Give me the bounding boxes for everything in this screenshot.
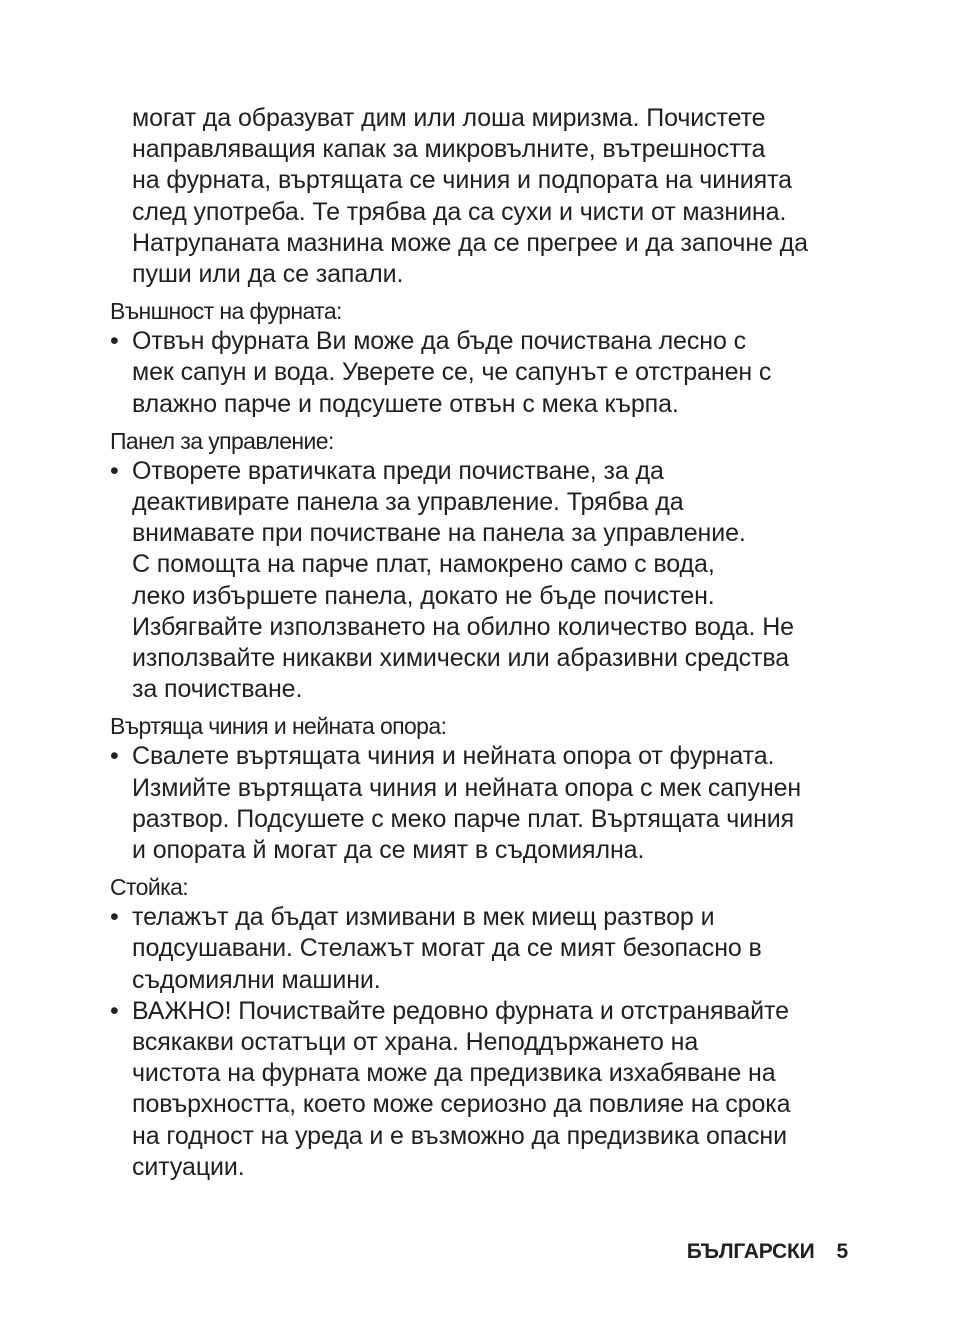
exterior-bullet-item: [110, 326, 870, 420]
intro-paragraph: [110, 103, 870, 290]
text-line: телажът да бъдат измивани в мек миещ разтвор и: [132, 903, 715, 932]
text-line: направляващия капак за микровълните, вътрешността: [132, 135, 766, 164]
exterior-heading: Външност на фурната:: [110, 298, 342, 325]
text-line: влажно парче и подсушете отвън с мека кърпа.: [132, 389, 679, 418]
text-line: на фурната, въртящата се чиния и подпората на чинията: [132, 166, 792, 195]
control-panel-section: [110, 426, 870, 706]
rack-heading: Стойка:: [110, 874, 189, 901]
text-line: Отвън фурната Ви може да бъде почиствана лесно с: [132, 327, 747, 356]
text-line: мек сапун и вода. Уверете се, че сапунът е отстранен с: [132, 358, 772, 387]
turntable-section: [110, 711, 870, 866]
text-line: за почистване.: [132, 675, 303, 704]
text-line: ВАЖНО! Почиствайте редовно фурната и отстранявайте: [132, 996, 789, 1025]
bullet-icon: •: [110, 996, 119, 1025]
rack-section: [110, 872, 870, 1183]
text-line: съдомиялни машини.: [132, 965, 381, 994]
bullet-icon: •: [110, 456, 119, 485]
text-line: и опората й могат да се мият в съдомиялна.: [132, 836, 645, 865]
text-line: Отворете вратичката преди почистване, за да: [132, 456, 664, 485]
page-footer: [687, 1240, 848, 1264]
bullet-icon: •: [110, 903, 119, 932]
text-line: С помощта на парче плат, намокрено само с вода,: [132, 550, 715, 579]
text-line: подсушавани. Стелажът могат да се мият безопасно в: [132, 934, 762, 963]
text-line: разтвор. Подсушете с меко парче плат. Въртящата чиния: [132, 804, 795, 833]
bullet-icon: •: [110, 327, 119, 356]
rack-bullet-item: [110, 902, 870, 996]
exterior-section: [110, 296, 870, 420]
page-content: [110, 103, 870, 1183]
page-number: 5: [836, 1240, 848, 1263]
text-line: Измийте въртящата чиния и нейната опора с мек сапунен: [132, 773, 802, 802]
text-line: Натрупаната мазнина може да се прегрее и да започне да: [132, 228, 808, 257]
turntable-heading: Въртяща чиния и нейната опора:: [110, 713, 447, 740]
text-line: ситуации.: [132, 1152, 245, 1181]
important-bullet-item: [110, 996, 870, 1183]
bullet-icon: •: [110, 742, 119, 771]
text-line: чистота на фурната може да предизвика изхабяване на: [132, 1059, 776, 1088]
text-line: след употреба. Те трябва да са сухи и чисти от мазнина.: [132, 197, 787, 226]
text-line: повърхността, което може сериозно да повлияе на срока: [132, 1090, 791, 1119]
text-line: леко избършете панела, докато не бъде почистен.: [132, 581, 715, 610]
text-line: Свалете въртящата чиния и нейната опора от фурната.: [132, 742, 775, 771]
turntable-bullet-item: [110, 741, 870, 866]
control-panel-heading: Панел за управление:: [110, 427, 334, 454]
text-line: могат да образуват дим или лоша миризма. Почистете: [132, 104, 766, 132]
text-line: всякакви остатъци от храна. Неподдържането на: [132, 1028, 699, 1057]
text-line: внимавате при почистване на панела за управление.: [132, 519, 746, 548]
text-line: пуши или да се запали.: [132, 260, 404, 289]
text-line: деактивирате панела за управление. Трябва да: [132, 488, 684, 517]
control-panel-bullet-item: [110, 456, 870, 706]
text-line: използвайте никакви химически или абразивни средства: [132, 644, 790, 673]
text-line: Избягвайте използването на обилно количество вода. Не: [132, 612, 794, 641]
text-line: на годност на уреда и е възможно да предизвика опасни: [132, 1121, 787, 1150]
footer-language: БЪЛГАРСКИ: [686, 1240, 815, 1263]
